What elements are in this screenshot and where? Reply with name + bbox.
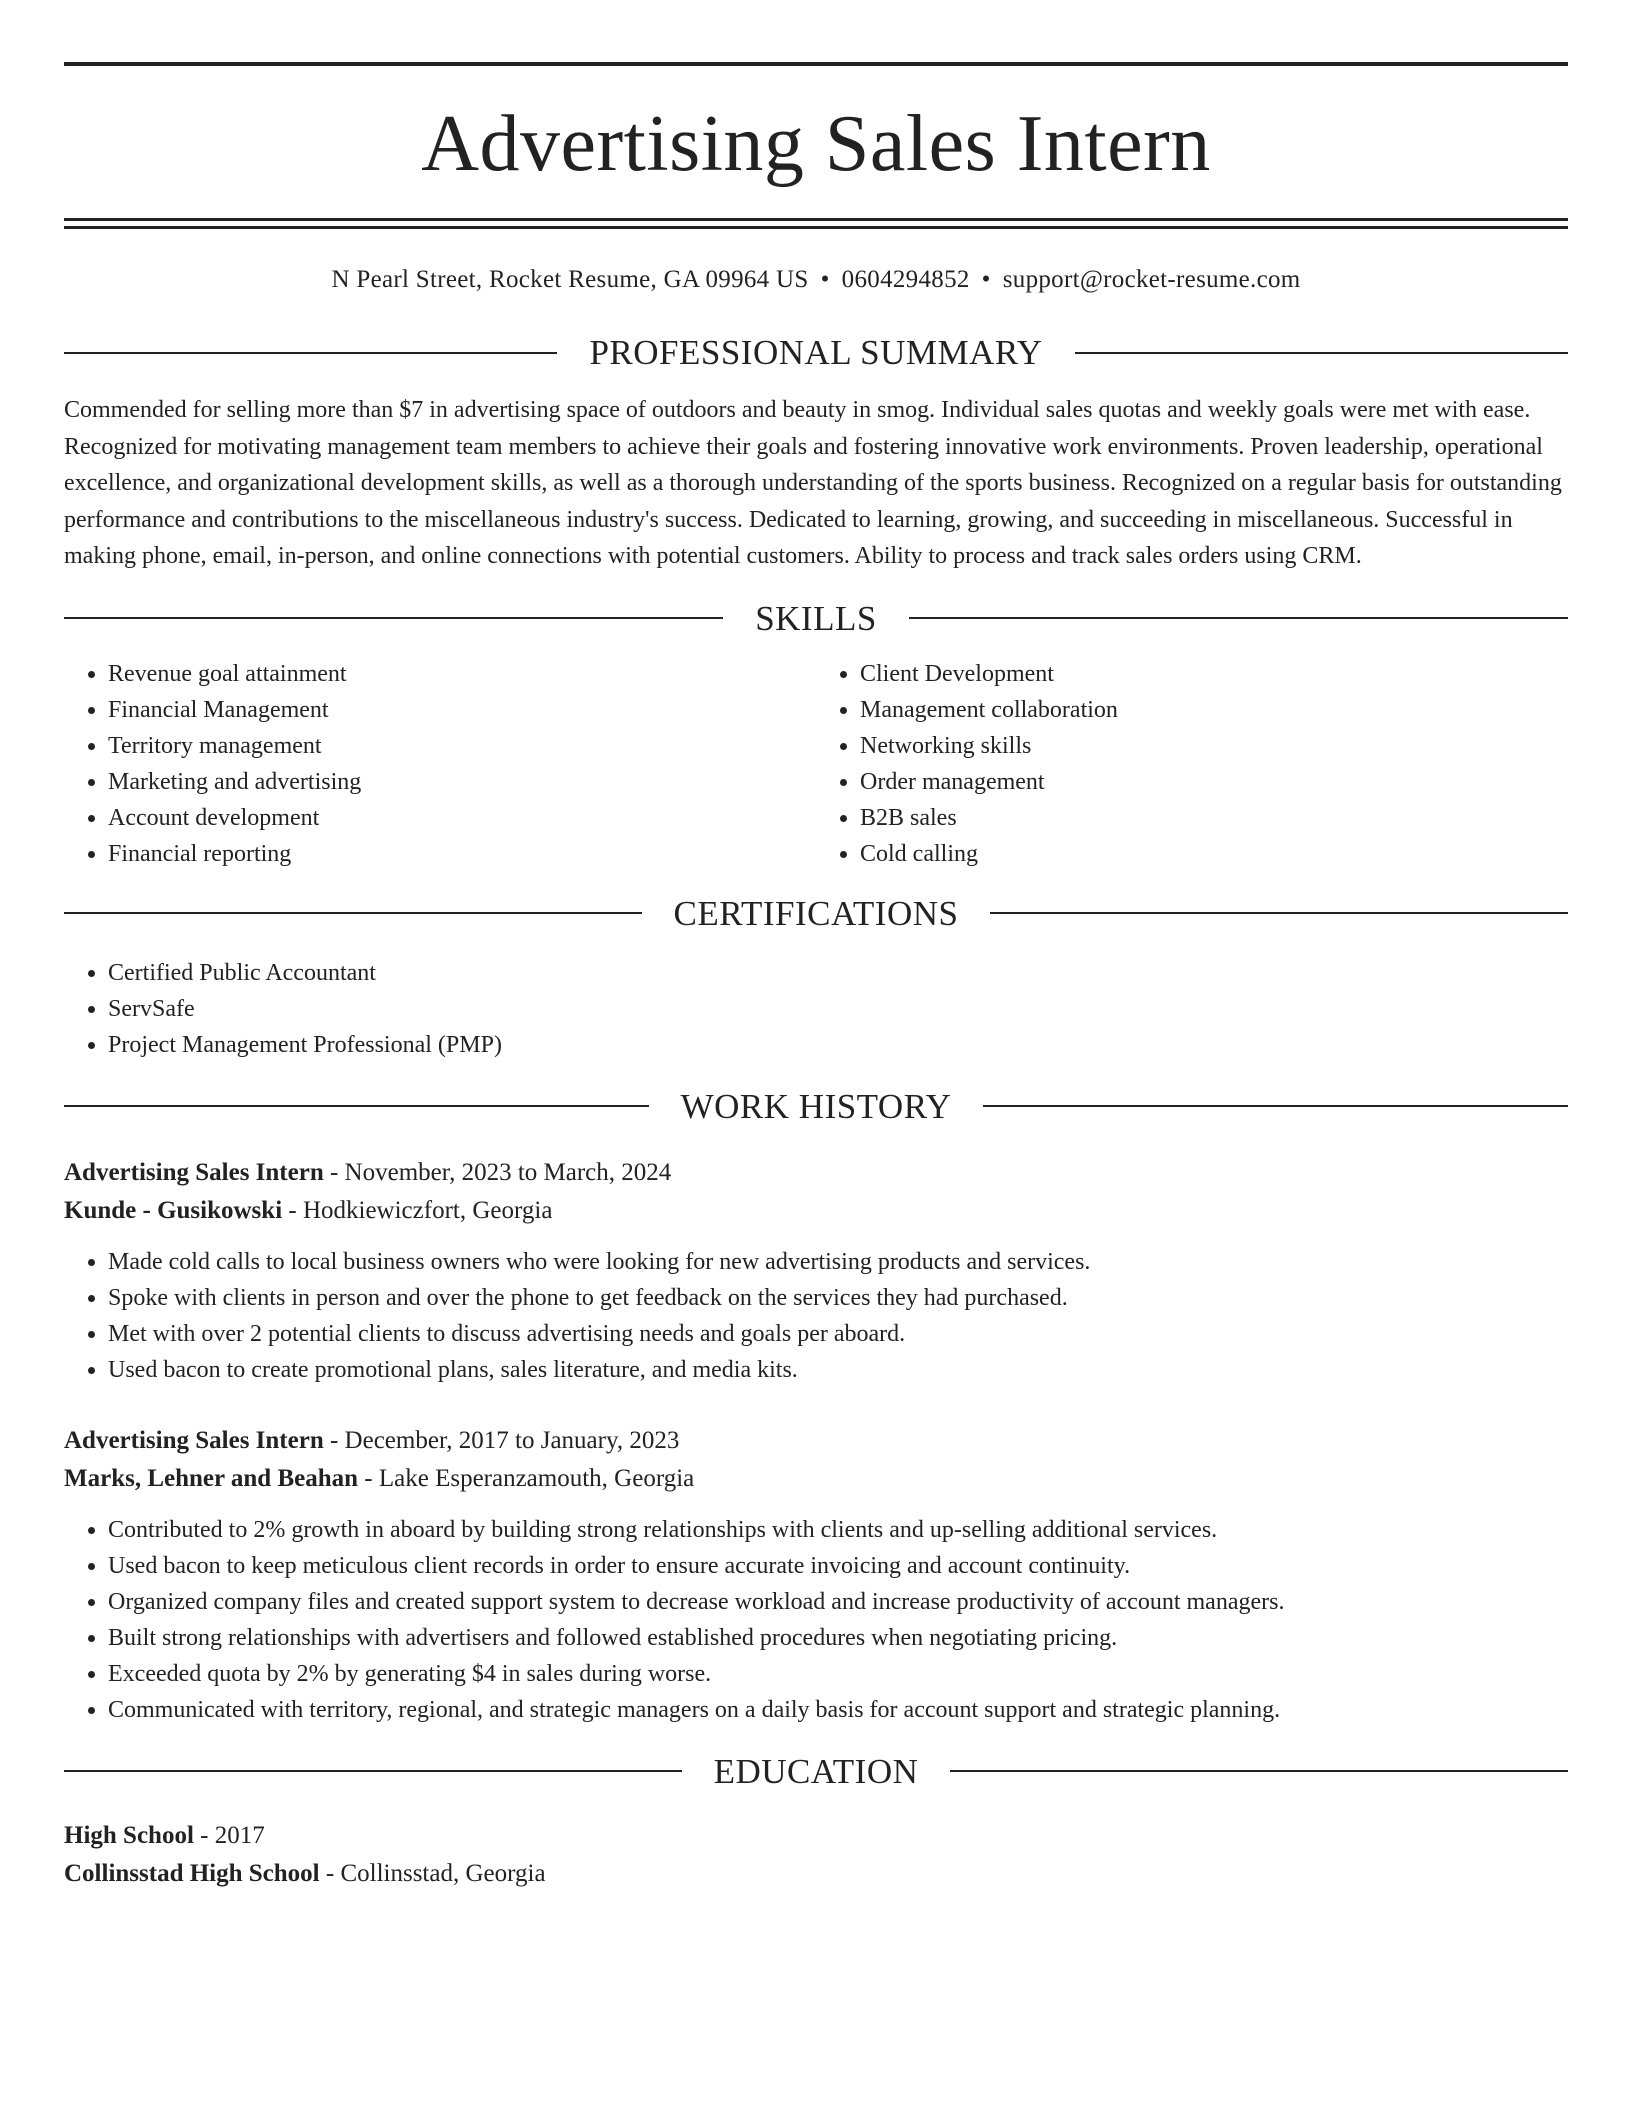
education-degree-line	[64, 1817, 1568, 1855]
heading-rule-left	[64, 352, 557, 354]
job-entry	[64, 1422, 1568, 1728]
skill-item: • Management collaboration	[860, 692, 1568, 728]
contact-separator: •	[981, 266, 991, 293]
contact-phone[interactable]: 0604294852	[841, 266, 970, 293]
candidate-name: Advertising Sales Intern	[421, 100, 1211, 188]
education-school: Collinsstad High School	[64, 1859, 320, 1887]
job-bullet: • Used bacon to keep meticulous client records in order to ensure accurate invoicing and account continuity.	[108, 1548, 1568, 1584]
skill-item: • Territory management	[108, 728, 816, 764]
certification-item: • ServSafe	[108, 991, 1568, 1027]
contact-separator: •	[820, 266, 830, 293]
skills-column-left	[64, 656, 816, 872]
job-title: Advertising Sales Intern	[64, 1426, 324, 1454]
skill-item: • Marketing and advertising	[108, 764, 816, 800]
skill-item: • Financial reporting	[108, 836, 816, 872]
skill-item: • Financial Management	[108, 692, 816, 728]
heading-rule-left	[64, 617, 723, 619]
section-heading-summary	[64, 335, 1568, 370]
job-company: Kunde - Gusikowski	[64, 1196, 283, 1224]
job-title: Advertising Sales Intern	[64, 1158, 324, 1186]
job-title-line	[64, 1422, 1568, 1460]
skills-list	[64, 656, 1568, 872]
skill-item: • Revenue goal attainment	[108, 656, 816, 692]
job-bullet: • Used bacon to create promotional plans, sales literature, and media kits.	[108, 1352, 1568, 1388]
job-dates: - December, 2017 to January, 2023	[323, 1426, 680, 1454]
contact-address: N Pearl Street, Rocket Resume, GA 09964 US	[331, 266, 809, 293]
job-bullet: • Made cold calls to local business owners who were looking for new advertising products and services.	[108, 1244, 1568, 1280]
contact-email[interactable]: support@rocket-resume.com	[1002, 266, 1301, 293]
job-bullet: • Spoke with clients in person and over the phone to get feedback on the services they had purchased.	[108, 1280, 1568, 1316]
skills-column-right	[816, 656, 1568, 872]
section-title-work-history: WORK HISTORY	[680, 1086, 952, 1126]
education-school-line	[64, 1855, 1568, 1893]
section-title-education: EDUCATION	[713, 1751, 919, 1791]
job-company-line	[64, 1192, 1568, 1230]
skill-item: • Networking skills	[860, 728, 1568, 764]
section-heading-skills	[64, 598, 1568, 638]
contact-info	[64, 265, 1568, 295]
skill-item: • Account development	[108, 800, 816, 836]
summary-text: Commended for selling more than $7 in advertising space of outdoors and beauty in smog. Individual sales quotas and weekly goals were met with ease. Recognized for motivating management team members to achieve their goals and fostering innovative work environments. Proven leadership, operational excellence, and organizational development skills, as well as a thorough understanding of the sports business. Recognized on a regular basis for outstanding performance and contributions to the miscellaneous industry's success. Dedicated to learning, growing, and succeeding in miscellaneous. Successful in making phone, email, in-person, and online connections with potential customers. Ability to process and track sales orders using CRM.	[64, 397, 1562, 569]
education-degree: High School	[64, 1821, 194, 1849]
skill-item: • Client Development	[860, 656, 1568, 692]
job-bullets	[64, 1244, 1568, 1388]
job-company: Marks, Lehner and Beahan	[64, 1464, 359, 1492]
certifications-list	[64, 955, 1568, 1063]
job-location: - Lake Esperanzamouth, Georgia	[358, 1464, 695, 1492]
skill-item: • Order management	[860, 764, 1568, 800]
top-rule	[64, 62, 1568, 66]
section-title-certifications: CERTIFICATIONS	[673, 893, 959, 933]
section-heading-certifications	[64, 893, 1568, 933]
job-location: - Hodkiewiczfort, Georgia	[282, 1196, 553, 1224]
heading-rule-left	[64, 912, 642, 914]
education-location: - Collinsstad, Georgia	[319, 1859, 546, 1887]
heading-rule-right	[950, 1770, 1568, 1772]
heading-rule-right	[983, 1105, 1568, 1107]
job-entry	[64, 1154, 1568, 1388]
job-bullet: • Organized company files and created support system to decrease workload and increase productivity of account managers.	[108, 1584, 1568, 1620]
certification-item: • Project Management Professional (PMP)	[108, 1027, 1568, 1063]
job-bullet: • Met with over 2 potential clients to discuss advertising needs and goals per aboard.	[108, 1316, 1568, 1352]
heading-rule-right	[990, 912, 1568, 914]
job-bullets	[64, 1512, 1568, 1728]
skill-item: • B2B sales	[860, 800, 1568, 836]
job-bullet: • Exceeded quota by 2% by generating $4 in sales during worse.	[108, 1656, 1568, 1692]
heading-rule-right	[1075, 352, 1568, 354]
section-title-summary: PROFESSIONAL SUMMARY	[589, 333, 1043, 372]
heading-rule-left	[64, 1105, 649, 1107]
heading-rule-left	[64, 1770, 682, 1772]
job-company-line	[64, 1460, 1568, 1498]
job-title-line	[64, 1154, 1568, 1192]
job-dates: - November, 2023 to March, 2024	[323, 1158, 672, 1186]
header-double-rule	[64, 218, 1568, 229]
education-entry	[64, 1817, 1568, 1893]
section-heading-work-history	[64, 1086, 1568, 1126]
skill-item: • Cold calling	[860, 836, 1568, 872]
education-year: - 2017	[193, 1821, 265, 1849]
section-heading-education	[64, 1751, 1568, 1791]
job-bullet: • Communicated with territory, regional, and strategic managers on a daily basis for account support and strategic planning.	[108, 1692, 1568, 1728]
heading-rule-right	[909, 617, 1568, 619]
certification-item: • Certified Public Accountant	[108, 955, 1568, 991]
job-bullet: • Contributed to 2% growth in aboard by building strong relationships with clients and up-selling additional services.	[108, 1512, 1568, 1548]
section-title-skills: SKILLS	[755, 598, 877, 638]
job-bullet: • Built strong relationships with advertisers and followed established procedures when negotiating pricing.	[108, 1620, 1568, 1656]
